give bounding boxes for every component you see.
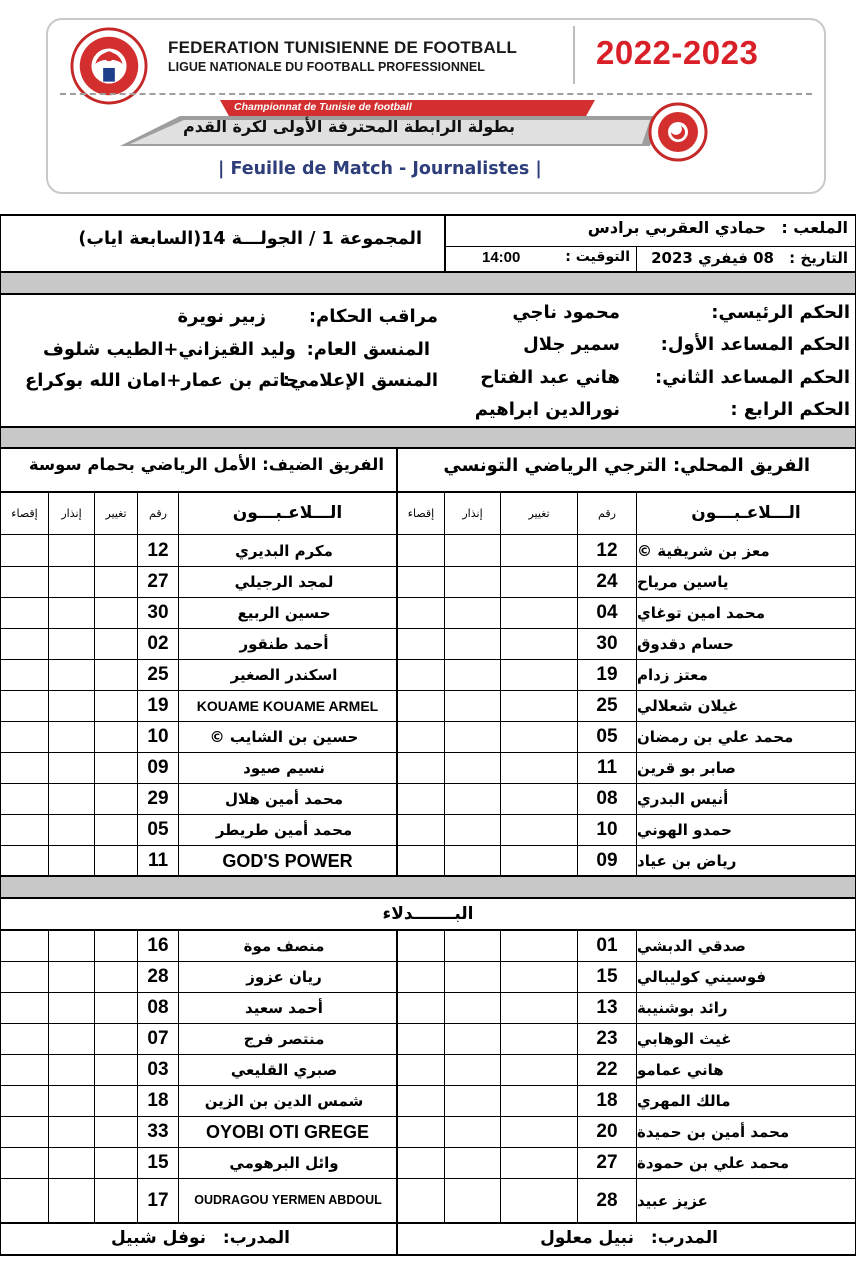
- home-player-name: غيلان شعلالي: [637, 697, 739, 715]
- home-player-number: 25: [596, 695, 618, 716]
- home-player-name: معز بن شريفية ©: [637, 541, 770, 560]
- home-yellow-header: إنذار: [462, 506, 483, 520]
- line: [94, 491, 95, 876]
- assistant2-label: الحكم المساعد الثاني:: [655, 367, 850, 388]
- line: [94, 929, 95, 1223]
- gray-band-2: [0, 427, 856, 448]
- away-player-name: محمد أمين طريطر: [215, 821, 353, 839]
- line: [444, 491, 445, 876]
- sheet-title: | Feuille de Match - Journalistes |: [218, 159, 542, 179]
- line: [0, 1222, 856, 1224]
- away-sub-name: شمس الدين بن الزين: [204, 1092, 364, 1110]
- league-name: LIGUE NATIONALE DU FOOTBALL PROFESSIONNEL: [168, 60, 485, 74]
- line: [0, 271, 856, 273]
- line: [0, 447, 856, 449]
- away-number-header: رقم: [149, 506, 167, 520]
- fourth-ref: نورالدين ابراهيم: [474, 399, 620, 420]
- away-player-number: 27: [147, 571, 169, 592]
- home-sub-number: 27: [596, 1152, 618, 1173]
- away-sub-number: 28: [147, 966, 169, 987]
- away-player-number: 09: [147, 757, 169, 778]
- fourth-ref-label: الحكم الرابع :: [730, 399, 850, 420]
- away-sub-name: منصف موة: [243, 936, 325, 955]
- away-sub-number: 16: [147, 934, 169, 956]
- gray-band-1: [0, 272, 856, 294]
- away-player-number: 30: [147, 602, 169, 623]
- home-sub-name: عزيز عبيد: [637, 1191, 708, 1210]
- home-red-header: إقصاء: [407, 506, 435, 520]
- line: [444, 929, 445, 1223]
- away-team-label: الفريق الضيف: الأمل الرياضي بحمام سوسة: [28, 455, 384, 474]
- home-player-name: رياض بن عياد: [637, 852, 737, 870]
- home-sub-number: 23: [596, 1028, 618, 1049]
- observer: زبير نويرة: [177, 306, 266, 327]
- away-sub-number: 03: [147, 1059, 169, 1080]
- away-player-number: 25: [147, 664, 169, 685]
- home-sub-number: 28: [596, 1189, 618, 1211]
- away-coach: نوفل شبيل: [110, 1228, 206, 1248]
- date-time-divider: [636, 246, 637, 272]
- line: [0, 426, 856, 428]
- line: [48, 929, 49, 1223]
- table-top-border: [0, 214, 856, 216]
- media-coordinator: حاتم بن عمار+امان الله بوكراع: [25, 370, 299, 391]
- home-sub-name: غيث الوهابي: [637, 1030, 732, 1048]
- main-ref-label: الحكم الرئيسي:: [711, 302, 850, 323]
- away-sub-name: OYOBI OTI GREGE: [205, 1121, 370, 1142]
- away-sub-number: 15: [147, 1152, 169, 1173]
- date-label: التاريخ :: [789, 249, 848, 267]
- coordinator: وليد القيزاني+الطيب شلوف: [43, 339, 296, 360]
- away-sub-number: 08: [147, 997, 169, 1018]
- home-sub-name: فوسيني كوليبالي: [637, 968, 767, 986]
- home-player-number: 24: [596, 571, 618, 592]
- gray-band-3: [0, 876, 856, 898]
- away-sub-number: 18: [147, 1090, 169, 1111]
- home-player-number: 30: [596, 633, 618, 654]
- media-label: المنسق الإعلامي:: [282, 370, 438, 391]
- header-divider: [573, 26, 575, 84]
- center-divider: [396, 930, 398, 1255]
- away-sub-number: 17: [147, 1189, 169, 1211]
- time-value: 14:00: [482, 249, 521, 266]
- home-sub-name: محمد أمين بن حميدة: [637, 1123, 790, 1141]
- home-sub-number: 22: [596, 1059, 618, 1080]
- coordinator-label: المنسق العام:: [306, 339, 430, 360]
- home-player-number: 19: [596, 664, 618, 685]
- away-sub-name: منتصر فرج: [243, 1030, 325, 1048]
- stadium-value: حمادي العقربي برادس: [587, 218, 766, 237]
- home-player-name: صابر بو قرين: [637, 759, 736, 777]
- home-coach-label: المدرب:: [650, 1228, 718, 1248]
- header-card: [46, 18, 826, 194]
- observer-label: مراقب الحكام:: [308, 306, 438, 327]
- away-player-number: 10: [147, 726, 169, 747]
- line: [48, 491, 49, 876]
- line: [0, 293, 856, 295]
- dashed-divider: [60, 93, 812, 95]
- time-label: التوقيت :: [565, 249, 630, 265]
- away-sub-header: تغيير: [105, 506, 127, 520]
- stadium-row-divider: [445, 246, 856, 247]
- away-player-number: 02: [147, 633, 169, 654]
- home-coach: نبيل معلول: [540, 1228, 634, 1248]
- assistant1-label: الحكم المساعد الأول:: [660, 334, 850, 355]
- away-sub-name: أحمد سعيد: [245, 999, 323, 1017]
- group-round: المجموعة 1 / الجولـــة 14(السابعة اياب): [78, 229, 422, 249]
- away-player-name: حسين الربيع: [237, 604, 331, 622]
- home-player-name: معتز زدام: [637, 666, 708, 684]
- away-player-name: أحمد طنقور: [239, 635, 329, 653]
- line: [500, 491, 501, 876]
- home-sub-name: صدقي الدبشي: [637, 936, 746, 955]
- home-player-name: محمد علي بن رمضان: [637, 728, 794, 746]
- away-sub-name: صبري القليعي: [230, 1061, 338, 1079]
- home-sub-number: 15: [596, 966, 618, 987]
- home-players-header: الـــلاعـبـــون: [691, 503, 801, 523]
- away-red-header: إقصاء: [11, 506, 38, 520]
- away-player-number: 29: [147, 788, 169, 809]
- home-player-name: محمد امين توغاي: [637, 604, 765, 622]
- away-sub-name: ريان عزوز: [246, 968, 322, 986]
- home-sub-name: هاني عمامو: [637, 1061, 724, 1079]
- away-sub-number: 33: [147, 1121, 169, 1142]
- line: [0, 214, 1, 1255]
- home-player-number: 12: [596, 539, 618, 561]
- away-player-number: 11: [147, 850, 169, 871]
- away-player-number: 12: [147, 539, 169, 561]
- home-player-name: أنيس البدري: [637, 790, 729, 808]
- away-player-number: 05: [147, 819, 169, 840]
- away-player-name: لمجد الرجيلي: [234, 573, 334, 591]
- championship-fr: Championnat de Tunisie de football: [234, 101, 412, 113]
- away-player-name: نسيم صيود: [243, 759, 325, 777]
- away-player-name: GOD'S POWER: [222, 850, 353, 871]
- away-coach-label: المدرب:: [222, 1228, 290, 1248]
- line: [500, 929, 501, 1223]
- season-title: 2022-2023: [596, 34, 759, 71]
- home-player-name: ياسين مرياح: [637, 573, 729, 591]
- subs-title: البـــــــدلاء: [382, 904, 474, 924]
- away-player-name: اسكندر الصغير: [230, 666, 338, 684]
- home-sub-name: محمد علي بن حمودة: [637, 1154, 789, 1172]
- home-number-header: رقم: [598, 506, 616, 520]
- away-player-name: محمد أمين هلال: [224, 790, 344, 808]
- federation-name: FEDERATION TUNISIENNE DE FOOTBALL: [168, 38, 518, 57]
- away-player-name: مكرم البديري: [235, 541, 333, 560]
- home-sub-number: 18: [596, 1090, 618, 1111]
- away-players-header: الـــلاعـبـــون: [232, 503, 343, 523]
- away-player-name: KOUAME KOUAME ARMEL: [196, 698, 379, 714]
- home-player-number: 10: [596, 819, 618, 840]
- home-player-number: 09: [596, 850, 618, 871]
- home-player-name: حمدو الهوني: [637, 821, 732, 839]
- table-bottom-border: [0, 1254, 856, 1256]
- league-logo-icon: [648, 102, 708, 162]
- home-sub-name: رائد بوشنيبة: [637, 999, 728, 1017]
- home-player-number: 05: [596, 726, 618, 747]
- main-ref: محمود ناجي: [512, 302, 620, 323]
- date-value: 08 فيفري 2023: [651, 249, 774, 267]
- home-player-number: 11: [596, 757, 618, 778]
- home-sub-header: تغيير: [528, 506, 550, 520]
- away-sub-number: 07: [147, 1028, 169, 1049]
- home-player-number: 08: [596, 788, 618, 809]
- home-sub-name: مالك المهري: [637, 1092, 731, 1110]
- championship-ar: بطولة الرابطة المحترفة الأولى لكرة القدم: [183, 117, 516, 136]
- stadium-label: الملعب :: [781, 218, 848, 237]
- info-divider: [444, 214, 446, 272]
- home-sub-number: 01: [596, 934, 618, 956]
- assistant1: سمير جلال: [523, 334, 620, 355]
- away-yellow-header: إنذار: [61, 506, 82, 520]
- away-sub-name: OUDRAGOU YERMEN ABDOUL: [194, 1193, 382, 1207]
- away-sub-name: وائل البرهومي: [229, 1154, 339, 1172]
- home-team-label: الفريق المحلي: الترجي الرياضي التونسي: [443, 455, 810, 476]
- away-player-number: 19: [147, 695, 169, 716]
- assistant2: هاني عبد الفتاح: [480, 367, 620, 388]
- home-player-name: حسام دقدوق: [637, 635, 734, 653]
- away-player-name: حسين بن الشايب ©: [209, 728, 359, 746]
- home-player-number: 04: [596, 602, 618, 623]
- home-sub-number: 13: [596, 997, 618, 1018]
- home-sub-number: 20: [596, 1121, 618, 1142]
